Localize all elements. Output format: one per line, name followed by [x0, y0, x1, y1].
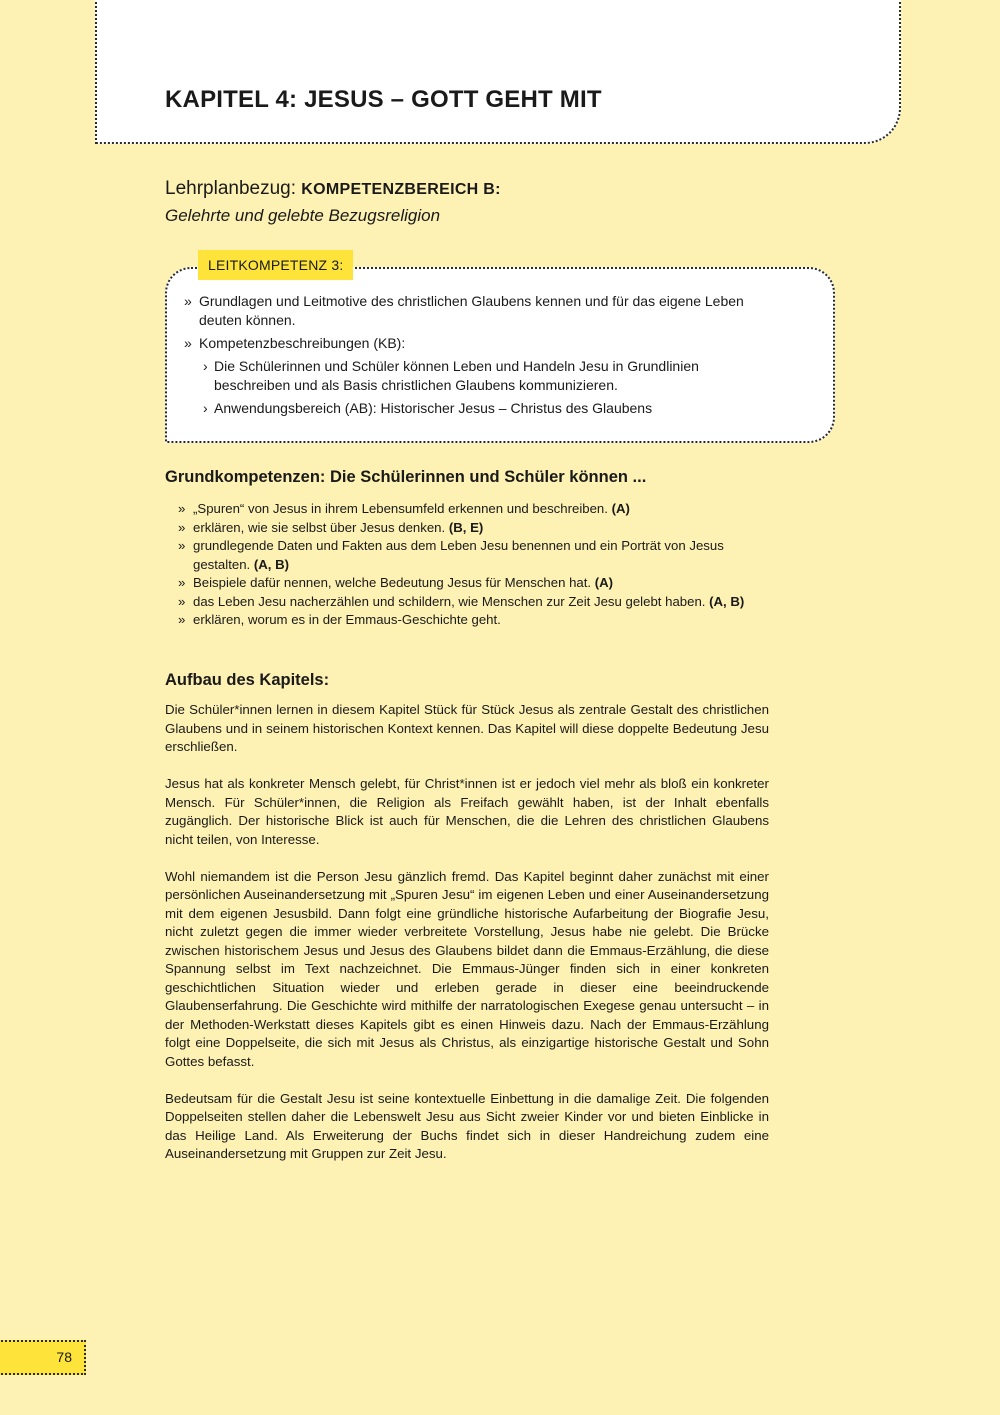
list-item: » Kompetenzbeschreibungen (KB): › Die Schülerinnen und Schüler können Leben und Handeln Jesu in Grundlinien beschreiben und als Basis christlichen Glaubens kommunizieren. › Anwendungsbereich (AB): Historischer Jesus – Christus des Glaubens [184, 334, 774, 418]
chevron-right-icon: › [203, 358, 208, 374]
aufbau-body [165, 701, 769, 1182]
lehrplan-label: Lehrplanbezug: [165, 178, 296, 199]
list-item: » erklären, worum es in der Emmaus-Geschichte geht. [178, 611, 778, 630]
grundkompetenzen-list [178, 500, 778, 630]
double-chevron-icon: » [178, 538, 186, 553]
double-chevron-icon: » [178, 575, 186, 590]
double-chevron-icon: » [184, 293, 192, 309]
page-number-box [0, 1340, 86, 1375]
list-item: » grundlegende Daten und Fakten aus dem Leben Jesu benennen und ein Porträt von Jesus gestalten. (A, B) [178, 538, 724, 572]
list-item: » das Leben Jesu nacherzählen und schildern, wie Menschen zur Zeit Jesu gelebt haben. (A, B) [178, 593, 778, 612]
chapter-title: KAPITEL 4: JESUS – GOTT GEHT MIT [165, 86, 602, 113]
list-item: » erklären, wie sie selbst über Jesus denken. (B, E) [178, 519, 778, 538]
list-item: » „Spuren“ von Jesus in ihrem Lebensumfeld erkennen und beschreiben. (A) [178, 500, 778, 519]
chevron-right-icon: › [203, 400, 208, 416]
leitkompetenz-list [184, 292, 774, 422]
grundkompetenzen-heading: Grundkompetenzen: Die Schülerinnen und Schüler können ... [165, 468, 647, 486]
paragraph: Bedeutsam für die Gestalt Jesu ist seine kontextuelle Einbettung in die damalige Zeit. Die folgenden Doppelseiten stellen daher die Lebenswelt Jesu aus Sicht zweier Kinder vor und bieten Einblicke in das Heilige Land. Als Erweiterung der Buchs findet sich in dieser Handreichung zudem eine Auseinandersetzung mit Gruppen zur Zeit Jesu. [165, 1090, 769, 1161]
lehrplan-section [165, 176, 845, 229]
list-item: › Anwendungsbereich (AB): Historischer Jesus – Christus des Glaubens [203, 400, 653, 416]
double-chevron-icon: » [178, 501, 186, 516]
double-chevron-icon: » [178, 519, 186, 535]
aufbau-heading: Aufbau des Kapitels: [165, 671, 330, 689]
kompetenzbereich-label: KOMPETENZBEREICH B: [301, 181, 501, 198]
paragraph: Jesus hat als konkreter Mensch gelebt, für Christ*innen ist er jedoch viel mehr als bloß ein konkreter Mensch. Für Schüler*innen, die Religion als Freifach gewählt haben, ist der Inhalt ebenfalls zugänglich. Der historische Blick ist auch für Menschen, die die Lehren des christlichen Glaubens nicht teilen, von Interesse. [165, 776, 769, 847]
paragraph: Die Schüler*innen lernen in diesem Kapitel Stück für Stück Jesus als zentrale Gestalt des christlichen Glaubens und in seinem historischen Kontext kennen. Das Kapitel will diese doppelte Bedeutung Jesu erschließen. [165, 702, 769, 754]
lehrplan-subtitle: Gelehrte und gelebte Bezugsreligion [165, 206, 441, 225]
double-chevron-icon: » [184, 335, 192, 351]
lehrplan-line [165, 176, 845, 203]
paragraph: Wohl niemandem ist die Person Jesu gänzlich fremd. Das Kapitel beginnt daher zunächst mit einer persönlichen Auseinandersetzung mit „Spuren Jesu“ im eigenen Leben und einer Auseinandersetzung mit dem eigenen Jesusbild. Dann folgt eine gründliche historische Aufarbeitung der Biografie Jesu, nicht zuletzt gegen die immer wieder verbreitete Vorstellung, Jesus habe nie gelebt. Die Brücke zwischen historischem Jesus und Jesus des Glaubens bildet dann die Emmaus-Erzählung, die diese Spannung selbst im Text nachzeichnet. Die Emmaus-Jünger finden sich in einer konkreten geschichtlichen Situation wieder und erleben gerade in dieser eine beeindruckende Glaubenserfahrung. Die Geschichte wird mithilfe der narratologischen Exegese genau untersucht – in der Methoden-Werkstatt dieses Kapitels gibt es einen Hinweis dazu. Nach der Emmaus-Erzählung folgt eine Doppelseite, die sich mit Jesus als Christus, als einzigartige historische Gestalt und Sohn Gottes befasst. [165, 868, 769, 1069]
double-chevron-icon: » [178, 612, 186, 627]
leitkompetenz-tag: LEITKOMPETENZ 3: [198, 250, 353, 280]
page-number: 78 [56, 1349, 72, 1365]
double-chevron-icon: » [178, 593, 186, 609]
list-item: » Beispiele dafür nennen, welche Bedeutung Jesus für Menschen hat. (A) [178, 574, 778, 593]
list-item: » Grundlagen und Leitmotive des christlichen Glaubens kennen und für das eigene Leben deuten können. [184, 293, 744, 328]
chapter-header-box [95, 0, 901, 144]
kompetenz-sublist [203, 357, 774, 418]
list-item: › Die Schülerinnen und Schüler können Leben und Handeln Jesu in Grundlinien beschreiben und als Basis christlichen Glaubens kommunizieren. [203, 358, 699, 393]
